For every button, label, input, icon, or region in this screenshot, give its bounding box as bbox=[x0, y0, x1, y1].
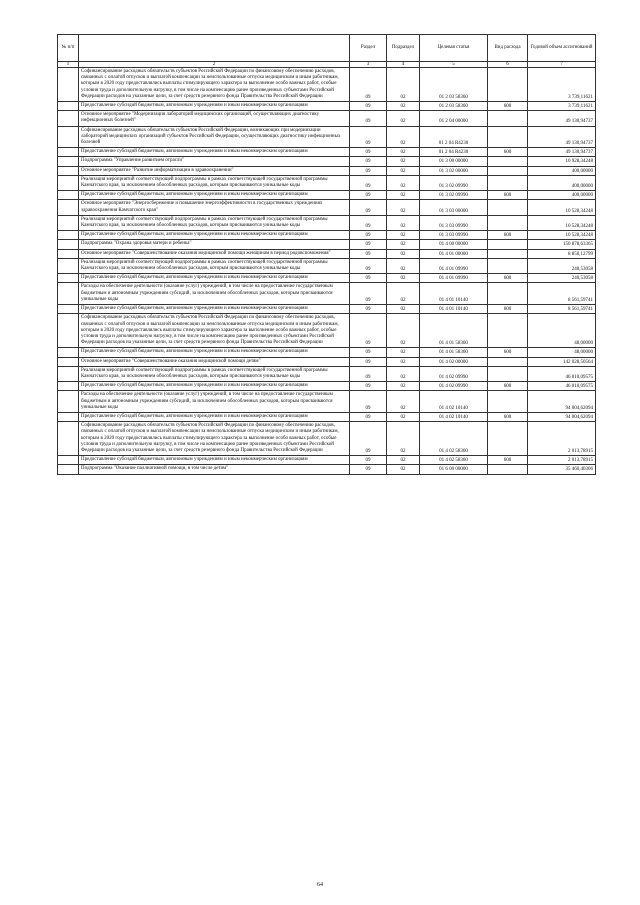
header-annual-amount: Годовой объем ассигнований bbox=[528, 35, 596, 62]
header-expense-type: Вид расхода bbox=[488, 35, 528, 62]
cell-podrazdel: 02 bbox=[387, 249, 420, 258]
table-row bbox=[58, 412, 596, 421]
cell-name: Предоставление субсидий бюджетным, автономным учреждениям и иным некоммерческим организациям bbox=[79, 191, 350, 200]
cell-podrazdel: 02 bbox=[387, 166, 420, 175]
cell-amount: 142 028,50564 bbox=[528, 357, 596, 366]
cell-number bbox=[58, 274, 79, 283]
cell-razdel: 09 bbox=[350, 366, 387, 381]
cell-name: Предоставление субсидий бюджетным, автономным учреждениям и иным некоммерческим организациям bbox=[79, 102, 350, 111]
cell-name: Реализация мероприятий соответствующей подпрограммы в рамках соответствующей государственной программы Камчатского края, за исключением обособленных расходов, которым присваиваются уникальные коды bbox=[79, 215, 350, 230]
cell-target-article: 01 4 02 10140 bbox=[420, 391, 488, 413]
cell-expense-type: 600 bbox=[488, 274, 528, 283]
cell-razdel: 09 bbox=[350, 391, 387, 413]
cell-number bbox=[58, 305, 79, 314]
cell-expense-type bbox=[488, 215, 528, 230]
cell-name: Реализация мероприятий соответствующей подпрограммы в рамках соответствующей государственной программы Камчатского края, за исключением обособленных расходов, которым присваиваются уникальные коды bbox=[79, 175, 350, 190]
cell-expense-type bbox=[488, 111, 528, 126]
cell-target-article: 01 4 02 58360 bbox=[420, 422, 488, 456]
cell-target-article: 01 4 01 58360 bbox=[420, 348, 488, 357]
header-podrazdel: Подраздел bbox=[387, 35, 420, 62]
cell-razdel: 09 bbox=[350, 215, 387, 230]
cell-razdel: 09 bbox=[350, 412, 387, 421]
cell-podrazdel: 02 bbox=[387, 102, 420, 111]
cell-target-article: 01 4 02 58360 bbox=[420, 456, 488, 465]
cell-number bbox=[58, 348, 79, 357]
cell-expense-type: 600 bbox=[488, 191, 528, 200]
cell-expense-type: 600 bbox=[488, 456, 528, 465]
cell-podrazdel: 02 bbox=[387, 283, 420, 305]
cell-podrazdel: 02 bbox=[387, 382, 420, 391]
cell-amount: 2 013,78915 bbox=[528, 456, 596, 465]
column-number: 5 bbox=[420, 62, 488, 68]
header-razdel: Раздел bbox=[350, 35, 387, 62]
cell-podrazdel: 02 bbox=[387, 191, 420, 200]
cell-target-article: 01 2 04 00000 bbox=[420, 111, 488, 126]
cell-razdel: 09 bbox=[350, 382, 387, 391]
cell-amount: 46 010,09575 bbox=[528, 382, 596, 391]
cell-podrazdel: 02 bbox=[387, 157, 420, 166]
cell-podrazdel: 02 bbox=[387, 456, 420, 465]
cell-expense-type bbox=[488, 366, 528, 381]
cell-expense-type bbox=[488, 240, 528, 249]
header-name bbox=[79, 35, 350, 62]
cell-razdel: 09 bbox=[350, 157, 387, 166]
cell-name: Подпрограмма "Оказание паллиативной помощи, в том числе детям" bbox=[79, 465, 350, 474]
cell-expense-type bbox=[488, 175, 528, 190]
cell-razdel: 09 bbox=[350, 249, 387, 258]
cell-expense-type: 600 bbox=[488, 412, 528, 421]
cell-razdel: 09 bbox=[350, 175, 387, 190]
cell-expense-type bbox=[488, 200, 528, 215]
cell-amount: 94 004,62094 bbox=[528, 391, 596, 413]
table-row bbox=[58, 283, 596, 305]
cell-expense-type: 600 bbox=[488, 382, 528, 391]
cell-target-article: 01 4 01 09990 bbox=[420, 258, 488, 273]
cell-razdel: 09 bbox=[350, 102, 387, 111]
table-row bbox=[58, 126, 596, 148]
cell-podrazdel: 02 bbox=[387, 314, 420, 348]
cell-name: Расходы на обеспечение деятельности (оказание услуг) учреждений, в том числе на предоставление государственным бюджетным и автономным учреждениям субсидий, за исключением обособленных расходов, которым присваиваются уникальные коды bbox=[79, 283, 350, 305]
cell-amount: 10 528,34248 bbox=[528, 231, 596, 240]
cell-name: Предоставление субсидий бюджетным, автономным учреждениям и иным некоммерческим организациям bbox=[79, 231, 350, 240]
cell-target-article: 01 3 02 00000 bbox=[420, 166, 488, 175]
cell-name: Подпрограмма "Управление развитием отрасли" bbox=[79, 157, 350, 166]
table-row bbox=[58, 314, 596, 348]
cell-amount: 3 739,11621 bbox=[528, 102, 596, 111]
cell-amount: 49 130,94737 bbox=[528, 111, 596, 126]
cell-expense-type bbox=[488, 391, 528, 413]
cell-number bbox=[58, 215, 79, 230]
cell-podrazdel: 02 bbox=[387, 126, 420, 148]
cell-target-article: 01 3 03 00000 bbox=[420, 200, 488, 215]
cell-expense-type bbox=[488, 68, 528, 102]
table-header-row bbox=[58, 35, 596, 62]
cell-name: Основное мероприятие "Модернизация лабораторий медицинских организаций, осуществляющих диагностику инфекционных болезней" bbox=[79, 111, 350, 126]
table-row bbox=[58, 274, 596, 283]
cell-number bbox=[58, 465, 79, 474]
cell-amount: 49 130,94737 bbox=[528, 148, 596, 157]
cell-amount: 10 528,34248 bbox=[528, 200, 596, 215]
cell-name: Софинансирование расходных обязательств субъектов Российской Федерации по финансовому обеспечению расходов, связанных с оплатой отпусков и выплатой компенсации за неиспользованные отпуска медицинским и иным работникам, которым в 2020 году предоставлялись выплаты стимулирующего характера за выполнение особо важных работ, особые условия труда и дополнительную нагрузку, в том числе на компенсацию ранее произведенных субъектами Российской Федерации расходов на указанные цели, за счет средств резервного фонда Правительства Российской Федерации bbox=[79, 68, 350, 102]
cell-expense-type bbox=[488, 157, 528, 166]
cell-name: Основное мероприятие "Совершенствование оказания медицинской помощи детям" bbox=[79, 357, 350, 366]
cell-number bbox=[58, 111, 79, 126]
cell-number bbox=[58, 314, 79, 348]
cell-expense-type: 600 bbox=[488, 102, 528, 111]
cell-target-article: 01 4 02 10140 bbox=[420, 412, 488, 421]
cell-number bbox=[58, 68, 79, 102]
cell-amount: 46 010,09575 bbox=[528, 366, 596, 381]
cell-number bbox=[58, 382, 79, 391]
cell-razdel: 09 bbox=[350, 305, 387, 314]
cell-number bbox=[58, 148, 79, 157]
cell-target-article: 01 3 00 00000 bbox=[420, 157, 488, 166]
cell-expense-type bbox=[488, 258, 528, 273]
cell-amount: 400,00000 bbox=[528, 166, 596, 175]
cell-name: Предоставление субсидий бюджетным, автономным учреждениям и иным некоммерческим организациям bbox=[79, 274, 350, 283]
cell-name: Реализация мероприятий соответствующей подпрограммы в рамках соответствующей государственной программы Камчатского края, за исключением обособленных расходов, которым присваиваются уникальные коды bbox=[79, 258, 350, 273]
cell-razdel: 09 bbox=[350, 231, 387, 240]
cell-razdel: 09 bbox=[350, 240, 387, 249]
cell-razdel: 09 bbox=[350, 258, 387, 273]
cell-name: Основное мероприятие "Развитие информатизации в здравоохранении" bbox=[79, 166, 350, 175]
column-number: 7 bbox=[528, 62, 596, 68]
cell-amount: 48,00000 bbox=[528, 348, 596, 357]
cell-podrazdel: 02 bbox=[387, 274, 420, 283]
cell-podrazdel: 02 bbox=[387, 148, 420, 157]
cell-number bbox=[58, 412, 79, 421]
cell-expense-type: 600 bbox=[488, 148, 528, 157]
cell-number bbox=[58, 258, 79, 273]
cell-razdel: 09 bbox=[350, 166, 387, 175]
table-row bbox=[58, 148, 596, 157]
cell-expense-type: 600 bbox=[488, 231, 528, 240]
cell-number bbox=[58, 200, 79, 215]
cell-amount: 49 130,94737 bbox=[528, 126, 596, 148]
cell-target-article: 01 4 02 00000 bbox=[420, 357, 488, 366]
column-number: 6 bbox=[488, 62, 528, 68]
cell-expense-type bbox=[488, 166, 528, 175]
cell-expense-type bbox=[488, 357, 528, 366]
cell-name: Основное мероприятие "Совершенствование оказания медицинской помощи женщинам в период родовспоможения" bbox=[79, 249, 350, 258]
cell-razdel: 09 bbox=[350, 348, 387, 357]
cell-razdel: 09 bbox=[350, 200, 387, 215]
cell-amount: 94 004,62094 bbox=[528, 412, 596, 421]
cell-expense-type bbox=[488, 314, 528, 348]
cell-podrazdel: 02 bbox=[387, 465, 420, 474]
cell-name: Расходы на обеспечение деятельности (оказание услуг) учреждений, в том числе на предоставление государственным бюджетным и автономным учреждениям субсидий, за исключением обособленных расходов, которым присваиваются уникальные коды bbox=[79, 391, 350, 413]
cell-podrazdel: 02 bbox=[387, 258, 420, 273]
cell-razdel: 09 bbox=[350, 357, 387, 366]
cell-target-article: 01 3 02 09990 bbox=[420, 191, 488, 200]
cell-name: Предоставление субсидий бюджетным, автономным учреждениям и иным некоммерческим организациям bbox=[79, 348, 350, 357]
cell-name: Предоставление субсидий бюджетным, автономным учреждениям и иным некоммерческим организациям bbox=[79, 412, 350, 421]
cell-target-article: 01 2 04 R4230 bbox=[420, 126, 488, 148]
cell-podrazdel: 02 bbox=[387, 200, 420, 215]
table-row bbox=[58, 465, 596, 474]
cell-podrazdel: 02 bbox=[387, 422, 420, 456]
header-number: № п/п bbox=[58, 35, 79, 62]
cell-amount: 3 739,11621 bbox=[528, 68, 596, 102]
cell-amount: 400,00000 bbox=[528, 175, 596, 190]
cell-razdel: 09 bbox=[350, 422, 387, 456]
cell-number bbox=[58, 102, 79, 111]
cell-number bbox=[58, 391, 79, 413]
cell-podrazdel: 02 bbox=[387, 357, 420, 366]
cell-target-article: 01 4 01 10140 bbox=[420, 283, 488, 305]
table-row bbox=[58, 391, 596, 413]
cell-name: Реализация мероприятий соответствующей подпрограммы в рамках соответствующей государственной программы Камчатского края, за исключением обособленных расходов, которым присваиваются уникальные коды bbox=[79, 366, 350, 381]
cell-number bbox=[58, 175, 79, 190]
table-row bbox=[58, 200, 596, 215]
cell-number bbox=[58, 240, 79, 249]
cell-razdel: 09 bbox=[350, 191, 387, 200]
cell-amount: 400,00000 bbox=[528, 191, 596, 200]
cell-amount: 35 460,40306 bbox=[528, 465, 596, 474]
cell-amount: 8 561,59741 bbox=[528, 283, 596, 305]
cell-razdel: 09 bbox=[350, 148, 387, 157]
cell-podrazdel: 02 bbox=[387, 215, 420, 230]
cell-podrazdel: 02 bbox=[387, 305, 420, 314]
cell-razdel: 09 bbox=[350, 283, 387, 305]
table-row bbox=[58, 175, 596, 190]
table-row bbox=[58, 215, 596, 230]
table-row bbox=[58, 357, 596, 366]
cell-target-article: 01 4 01 09990 bbox=[420, 274, 488, 283]
cell-expense-type: 600 bbox=[488, 305, 528, 314]
budget-table bbox=[57, 34, 596, 475]
table-row bbox=[58, 382, 596, 391]
column-number: 2 bbox=[79, 62, 350, 68]
cell-target-article: 01 6 00 00000 bbox=[420, 465, 488, 474]
cell-number bbox=[58, 357, 79, 366]
cell-amount: 240,53058 bbox=[528, 258, 596, 273]
table-row bbox=[58, 68, 596, 102]
cell-amount: 150 878,63365 bbox=[528, 240, 596, 249]
cell-target-article: 01 2 03 58360 bbox=[420, 68, 488, 102]
cell-target-article: 01 4 02 09990 bbox=[420, 382, 488, 391]
cell-target-article: 01 3 02 09990 bbox=[420, 175, 488, 190]
cell-podrazdel: 02 bbox=[387, 175, 420, 190]
cell-target-article: 01 4 01 10140 bbox=[420, 305, 488, 314]
cell-name: Предоставление субсидий бюджетным, автономным учреждениям и иным некоммерческим организациям bbox=[79, 456, 350, 465]
cell-razdel: 09 bbox=[350, 126, 387, 148]
cell-amount: 8 561,59741 bbox=[528, 305, 596, 314]
table-row bbox=[58, 191, 596, 200]
cell-name: Софинансирование расходных обязательств субъектов Российской Федерации по финансовому обеспечению расходов, связанных с оплатой отпусков и выплатой компенсации за неиспользованные отпуска медицинским и иным работникам, которым в 2020 году предоставлялись выплаты стимулирующего характера за выполнение особо важных работ, особые условия труда и дополнительную нагрузку, в том числе на компенсацию ранее произведенных субъектами Российской Федерации расходов на указанные цели, за счет средств резервного фонда Правительства Российской Федерации bbox=[79, 314, 350, 348]
table-body bbox=[58, 68, 596, 475]
cell-razdel: 09 bbox=[350, 314, 387, 348]
cell-expense-type bbox=[488, 465, 528, 474]
cell-number bbox=[58, 422, 79, 456]
column-number: 4 bbox=[387, 62, 420, 68]
cell-podrazdel: 02 bbox=[387, 111, 420, 126]
cell-expense-type bbox=[488, 249, 528, 258]
cell-razdel: 09 bbox=[350, 456, 387, 465]
table-row bbox=[58, 348, 596, 357]
cell-amount: 10 928,34248 bbox=[528, 157, 596, 166]
budget-table-sheet bbox=[57, 34, 595, 475]
table-row bbox=[58, 422, 596, 456]
table-row bbox=[58, 305, 596, 314]
table-row bbox=[58, 456, 596, 465]
cell-number bbox=[58, 366, 79, 381]
table-row bbox=[58, 157, 596, 166]
header-target-article: Целевая статья bbox=[420, 35, 488, 62]
cell-number bbox=[58, 191, 79, 200]
cell-name: Софинансирование расходных обязательств субъектов Российской Федерации, возникающих при модернизации лабораторий медицинских организаций субъектов Российской Федерации, осуществляющих диагностику инфекционных болезней bbox=[79, 126, 350, 148]
cell-name: Предоставление субсидий бюджетным, автономным учреждениям и иным некоммерческим организациям bbox=[79, 382, 350, 391]
cell-target-article: 01 2 03 58360 bbox=[420, 102, 488, 111]
cell-number bbox=[58, 166, 79, 175]
cell-name: Предоставление субсидий бюджетным, автономным учреждениям и иным некоммерческим организациям bbox=[79, 305, 350, 314]
cell-number bbox=[58, 126, 79, 148]
cell-podrazdel: 02 bbox=[387, 412, 420, 421]
cell-amount: 8 850,12799 bbox=[528, 249, 596, 258]
cell-name: Подпрограмма "Охрана здоровья матери и ребенка" bbox=[79, 240, 350, 249]
cell-target-article: 01 3 03 09990 bbox=[420, 231, 488, 240]
table-row bbox=[58, 166, 596, 175]
cell-razdel: 09 bbox=[350, 274, 387, 283]
table-row bbox=[58, 111, 596, 126]
cell-razdel: 09 bbox=[350, 111, 387, 126]
cell-podrazdel: 02 bbox=[387, 240, 420, 249]
cell-amount: 48,00000 bbox=[528, 314, 596, 348]
table-row bbox=[58, 366, 596, 381]
cell-expense-type: 600 bbox=[488, 348, 528, 357]
cell-amount: 240,53058 bbox=[528, 274, 596, 283]
column-number: 3 bbox=[350, 62, 387, 68]
cell-razdel: 09 bbox=[350, 465, 387, 474]
cell-expense-type bbox=[488, 126, 528, 148]
cell-name: Софинансирование расходных обязательств субъектов Российской Федерации по финансовому обеспечению расходов, связанных с оплатой отпусков и выплатой компенсации за неиспользованные отпуска медицинским и иным работникам, которым в 2020 году предоставлялись выплаты стимулирующего характера за выполнение особо важных работ, особые условия труда и дополнительную нагрузку, в том числе на компенсацию ранее произведенных субъектами Российской Федерации расходов на указанные цели, за счет средств резервного фонда Правительства Российской Федерации bbox=[79, 422, 350, 456]
cell-target-article: 01 4 01 58360 bbox=[420, 314, 488, 348]
cell-number bbox=[58, 249, 79, 258]
table-row bbox=[58, 258, 596, 273]
cell-amount: 10 528,34248 bbox=[528, 215, 596, 230]
cell-podrazdel: 02 bbox=[387, 391, 420, 413]
cell-podrazdel: 02 bbox=[387, 68, 420, 102]
table-row bbox=[58, 240, 596, 249]
cell-podrazdel: 02 bbox=[387, 366, 420, 381]
cell-name: Основное мероприятие "Энергосбережение и повышение энергоэффективности в государственных учреждениях здравоохранения Камчатского края" bbox=[79, 200, 350, 215]
cell-number bbox=[58, 283, 79, 305]
table-row bbox=[58, 102, 596, 111]
cell-number bbox=[58, 231, 79, 240]
cell-name: Предоставление субсидий бюджетным, автономным учреждениям и иным некоммерческим организациям bbox=[79, 148, 350, 157]
cell-target-article: 01 4 01 00000 bbox=[420, 249, 488, 258]
table-row bbox=[58, 249, 596, 258]
cell-podrazdel: 02 bbox=[387, 231, 420, 240]
cell-target-article: 01 3 03 09990 bbox=[420, 215, 488, 230]
cell-expense-type bbox=[488, 283, 528, 305]
column-number: 1 bbox=[58, 62, 79, 68]
cell-number bbox=[58, 157, 79, 166]
cell-target-article: 01 4 00 00000 bbox=[420, 240, 488, 249]
cell-target-article: 01 4 02 09990 bbox=[420, 366, 488, 381]
cell-number bbox=[58, 456, 79, 465]
cell-target-article: 01 2 04 R4230 bbox=[420, 148, 488, 157]
cell-razdel: 09 bbox=[350, 68, 387, 102]
page-number: 64 bbox=[317, 882, 323, 888]
cell-podrazdel: 02 bbox=[387, 348, 420, 357]
cell-amount: 2 013,78915 bbox=[528, 422, 596, 456]
cell-expense-type bbox=[488, 422, 528, 456]
table-row bbox=[58, 231, 596, 240]
